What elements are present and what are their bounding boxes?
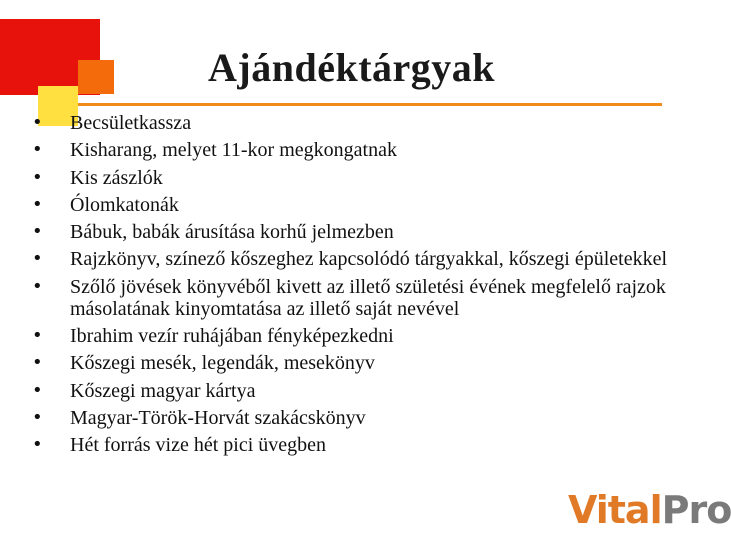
list-item-text: Kőszegi mesék, legendák, mesekönyv — [70, 352, 375, 375]
bullet-icon: • — [32, 221, 43, 243]
list-item — [32, 139, 692, 161]
list-item-text: Szőlő jövések könyvéből kivett az illető születési évének megfelelő rajzok másolatának kinyomtatása az illető saját nevével — [70, 275, 666, 320]
list-item — [32, 407, 692, 429]
list-item-text: Kőszegi magyar kártya — [70, 379, 256, 402]
list-item-text: Magyar-Török-Horvát szakácskönyv — [70, 406, 366, 429]
bullet-icon: • — [32, 325, 43, 347]
bullet-icon: • — [32, 406, 43, 428]
bullet-list — [32, 112, 692, 462]
list-item — [32, 352, 692, 374]
list-item — [32, 380, 692, 402]
logo-text-vital: Vital — [568, 488, 662, 532]
bullet-icon: • — [32, 248, 43, 270]
bullet-icon: • — [32, 352, 43, 374]
list-item — [32, 112, 692, 134]
list-item-text: Becsületkassza — [70, 112, 192, 134]
list-item — [32, 248, 692, 270]
list-item-text: Hét forrás vize hét pici üvegben — [70, 434, 327, 457]
title-underline — [78, 103, 662, 106]
list-item-text: Kisharang, melyet 11-kor megkongatnak — [70, 139, 397, 162]
list-item — [32, 194, 692, 216]
decor-orange-square — [78, 60, 114, 94]
bullet-icon: • — [32, 193, 43, 215]
list-item — [32, 167, 692, 189]
bullet-icon: • — [32, 434, 43, 456]
list-item — [32, 221, 692, 243]
vitalpro-logo — [568, 488, 731, 532]
bullet-icon: • — [32, 112, 43, 133]
list-item-text: Rajzkönyv, színező kőszeghez kapcsolódó tárgyakkal, kőszegi épületekkel — [70, 248, 668, 271]
logo-text-pro: Pro — [661, 488, 731, 532]
bullet-icon: • — [32, 379, 43, 401]
bullet-icon: • — [32, 166, 43, 188]
list-item-text: Bábuk, babák árusítása korhű jelmezben — [70, 221, 394, 244]
slide-title: Ajándéktárgyak — [208, 45, 496, 90]
list-item — [32, 325, 692, 347]
list-item-text: Ibrahim vezír ruhájában fényképezkedni — [70, 325, 394, 348]
bullet-icon: • — [32, 139, 43, 161]
list-item — [32, 276, 692, 320]
list-item-text: Kis zászlók — [70, 166, 163, 189]
list-item-text: Ólomkatonák — [70, 193, 179, 216]
bullet-icon: • — [32, 275, 43, 297]
list-item — [32, 434, 692, 456]
